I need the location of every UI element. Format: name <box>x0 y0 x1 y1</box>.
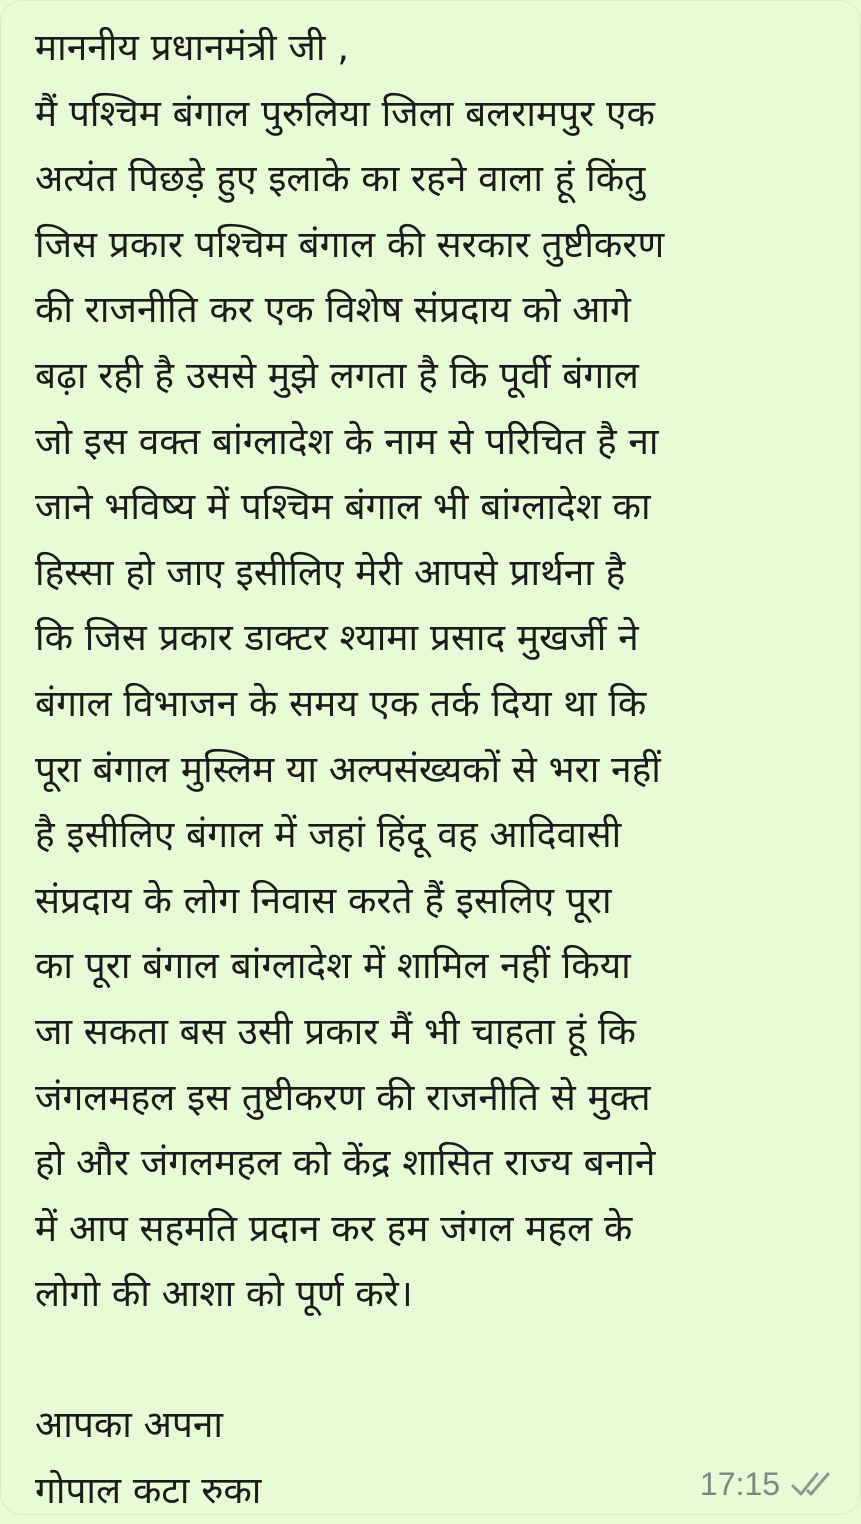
message-line: पूरा बंगाल मुस्लिम या अल्पसंख्यकों से भरा नहीं <box>35 747 661 791</box>
message-line: कि जिस प्रकार डाक्टर श्यामा प्रसाद मुखर्जी ने <box>35 616 639 660</box>
message-line: का पूरा बंगाल बांग्लादेश में शामिल नहीं किया <box>35 944 631 988</box>
message-time: 17:15 <box>699 1465 780 1502</box>
double-check-icon <box>790 1469 838 1499</box>
message-line: जा सकता बस उसी प्रकार मैं भी चाहता हूं कि <box>35 1009 636 1053</box>
message-line: है इसीलिए बंगाल में जहां हिंदू वह आदिवासी <box>35 813 622 857</box>
message-line: जंगलमहल इस तुष्टीकरण की राजनीति से मुक्त <box>35 1075 651 1119</box>
message-text <box>35 15 835 1524</box>
message-line: बढ़ा रही है उससे मुझे लगता है कि पूर्वी बंगाल <box>35 353 639 397</box>
message-line: संप्रदाय के लोग निवास करते हैं इसलिए पूरा <box>35 878 612 922</box>
message-line: में आप सहमति प्रदान कर हम जंगल महल के <box>35 1206 633 1250</box>
signature-text: गोपाल कटा रुका <box>35 1469 262 1513</box>
message-line: हो और जंगलमहल को केंद्र शासित राज्य बनाने <box>35 1141 656 1185</box>
message-line: अत्यंत पिछड़े हुए इलाके का रहने वाला हूं किंतु <box>35 157 646 201</box>
message-line: हिस्सा हो जाए इसीलिए मेरी आपसे प्रार्थना है <box>35 550 626 594</box>
message-line: जो इस वक्त बांग्लादेश के नाम से परिचित है ना <box>35 419 659 463</box>
message-line: माननीय प्रधानमंत्री जी , <box>35 26 349 69</box>
message-line: जाने भविष्य में पश्चिम बंगाल भी बांग्लादेश का <box>35 485 651 529</box>
message-line: मैं पश्चिम बंगाल पुरुलिया जिला बलरामपुर एक <box>35 91 655 135</box>
closing-text: आपका अपना <box>35 1403 223 1447</box>
message-line: बंगाल विभाजन के समय एक तर्क दिया था कि <box>35 681 647 725</box>
message-line: लोगो की आशा को पूर्ण करे। <box>35 1272 413 1316</box>
message-meta <box>700 1462 838 1506</box>
message-line: की राजनीति कर एक विशेष संप्रदाय को आगे <box>35 288 631 332</box>
blank-line <box>35 1327 835 1393</box>
message-line: जिस प्रकार पश्चिम बंगाल की सरकार तुष्टीकरण <box>35 222 665 266</box>
